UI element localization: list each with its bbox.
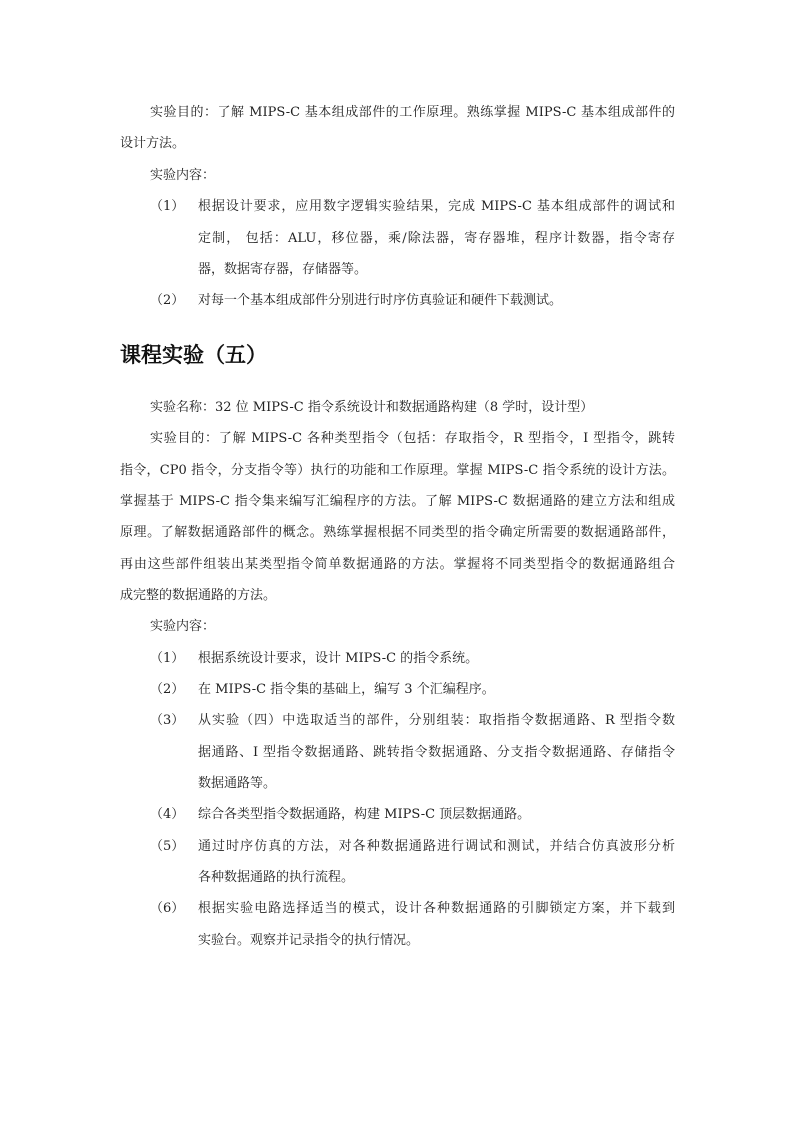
sec5-item-3-number: （3） xyxy=(150,713,185,728)
sec5-item-2-number: （2） xyxy=(150,682,185,697)
sec5-purpose-line-4: 原理。了解数据通路部件的概念。熟练掌握根据不同类型的指令确定所需要的数据通路部件， xyxy=(120,525,675,540)
sec5-item-4-number: （4） xyxy=(150,807,185,822)
sec5-purpose-line-2: 指令，CP0 指令，分支指令等）执行的功能和工作原理。掌握 MIPS-C 指令系统的设计方法。 xyxy=(120,463,675,478)
sec5-item-1-number: （1） xyxy=(150,651,185,666)
sec4-item-1-line-3: 器，数据寄存器，存储器等。 xyxy=(198,262,368,277)
sec5-item-5-number: （5） xyxy=(150,839,185,854)
sec5-item-4-line-1: 综合各类型指令数据通路，构建 MIPS-C 顶层数据通路。 xyxy=(198,807,531,822)
sec5-item-6-line-2: 实验台。观察并记录指令的执行情况。 xyxy=(198,933,420,948)
sec5-item-6-line-1: 根据实验电路选择适当的模式，设计各种数据通路的引脚锁定方案，并下载到 xyxy=(198,901,675,916)
sec5-item-2-line-1: 在 MIPS-C 指令集的基础上，编写 3 个汇编程序。 xyxy=(198,682,495,697)
sec5-content-label: 实验内容： xyxy=(150,619,216,634)
sec4-purpose-line-1: 实验目的：了解 MIPS-C 基本组成部件的工作原理。熟练掌握 MIPS-C 基本组成部件的 xyxy=(150,105,675,120)
sec5-purpose-line-1: 实验目的：了解 MIPS-C 各种类型指令（包括：存取指令，R 型指令，I 型指令，跳转 xyxy=(150,431,675,446)
sec5-purpose-line-5: 再由这些部件组装出某类型指令简单数据通路的方法。掌握将不同类型指令的数据通路组合 xyxy=(120,557,675,572)
sec5-item-1-line-1: 根据系统设计要求，设计 MIPS-C 的指令系统。 xyxy=(198,651,479,666)
sec5-item-5-line-1: 通过时序仿真的方法，对各种数据通路进行调试和测试，并结合仿真波形分析 xyxy=(198,839,675,854)
sec5-item-6-number: （6） xyxy=(150,901,185,916)
sec5-experiment-name: 实验名称：32 位 MIPS-C 指令系统设计和数据通路构建（8 学时，设计型） xyxy=(150,400,594,415)
sec5-item-5-line-2: 各种数据通路的执行流程。 xyxy=(198,870,355,885)
sec4-purpose-line-2: 设计方法。 xyxy=(120,136,186,151)
sec4-content-label: 实验内容： xyxy=(150,168,216,183)
sec4-item-1-number: （1） xyxy=(150,199,185,214)
sec5-purpose-line-3: 掌握基于 MIPS-C 指令集来编写汇编程序的方法。了解 MIPS-C 数据通路的建立方法和组成 xyxy=(120,494,675,509)
sec4-item-1-line-2: 定制， 包括：ALU，移位器，乘/除法器，寄存器堆，程序计数器，指令寄存 xyxy=(198,231,675,246)
sec5-item-3-line-2: 据通路、I 型指令数据通路、跳转指令数据通路、分支指令数据通路、存储指令 xyxy=(198,745,675,760)
sec4-item-1-line-1: 根据设计要求，应用数字逻辑实验结果，完成 MIPS-C 基本组成部件的调试和 xyxy=(198,199,675,214)
section-heading: 课程实验（五） xyxy=(120,343,267,367)
sec4-item-2-line-1: 对每一个基本组成部件分别进行时序仿真验证和硬件下载测试。 xyxy=(198,293,563,308)
sec5-purpose-line-6: 成完整的数据通路的方法。 xyxy=(120,588,277,603)
sec4-item-2-number: （2） xyxy=(150,293,185,308)
sec5-item-3-line-3: 数据通路等。 xyxy=(198,776,277,791)
sec5-item-3-line-1: 从实验（四）中选取适当的部件，分别组装：取指指令数据通路、R 型指令数 xyxy=(198,713,675,728)
